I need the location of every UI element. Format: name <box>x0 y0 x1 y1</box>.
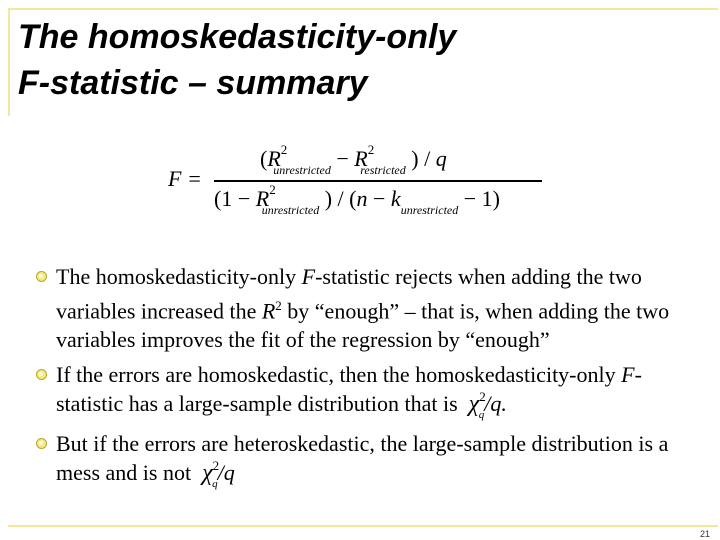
bullet-item-3 <box>34 429 704 492</box>
bullet-dot-icon <box>36 438 47 449</box>
formula-lhs: F = <box>168 166 202 191</box>
den-n: n <box>356 186 368 211</box>
bullet-dot-icon <box>36 271 47 282</box>
num-r-restricted: R <box>354 146 368 171</box>
bullet-2-tail: /q. <box>484 391 507 417</box>
den-minus: − <box>367 186 391 211</box>
bullet-3-chi-sub: q <box>212 478 218 491</box>
num-sub-unrestricted: unrestricted <box>273 163 331 177</box>
bullet-2-f: F <box>621 362 635 388</box>
bullet-1-r: R <box>261 298 276 324</box>
num-minus: − <box>330 146 355 171</box>
bullet-2-chi-sup: 2 <box>479 389 486 405</box>
left-frame-line <box>8 8 10 116</box>
title-line-2: F-statistic – summary <box>18 64 368 102</box>
bullet-1-text-a: The homoskedasticity-only <box>56 264 302 289</box>
den-mid: ) / ( <box>319 186 357 211</box>
slide-title <box>18 14 698 106</box>
num-q: q <box>435 146 447 171</box>
formula-numerator <box>260 142 447 177</box>
bullet-list <box>34 262 704 498</box>
bullet-3-chi-sup: 2 <box>212 458 220 474</box>
num-sub-restricted: restricted <box>360 163 406 177</box>
den-sub-k: unrestricted <box>400 203 459 217</box>
num-open-paren: ( <box>260 146 268 171</box>
bullet-1-f: F <box>301 264 316 289</box>
num-sup-1: 2 <box>280 142 288 157</box>
top-frame-line <box>8 8 718 10</box>
bullet-1-text-c: by “enough” – that is, when adding the two variables improves the fit of the regression by “enough” <box>56 298 670 353</box>
bullet-3-tail: /q <box>217 460 235 486</box>
den-tail: − 1) <box>458 186 500 211</box>
bullet-3-text-a: But if the errors are heteroskedastic, the large-sample distribution is a mess and is not <box>56 431 669 486</box>
bullet-item-2 <box>34 360 704 423</box>
den-sub-unrestricted: unrestricted <box>261 203 320 217</box>
den-sup: 2 <box>269 182 276 197</box>
den-open: (1 − <box>214 186 256 211</box>
formula-denominator <box>214 182 500 217</box>
bullet-dot-icon <box>36 369 47 380</box>
den-r: R <box>255 186 270 211</box>
bullet-2-text-a: If the errors are homoskedastic, then the homoskedasticity-only <box>56 362 622 388</box>
f-statistic-formula <box>168 140 568 220</box>
bullet-1-sup: 2 <box>275 298 282 313</box>
bullet-item-1 <box>34 262 704 354</box>
page-number: 21 <box>700 529 711 539</box>
title-line-1: The homoskedasticity-only <box>18 18 457 56</box>
bullet-2-chi-sub: q <box>478 409 485 422</box>
den-k: k <box>390 186 401 211</box>
bullet-1-text-b: -statistic rejects when adding the two variables increased the <box>56 264 642 324</box>
fraction-bar <box>214 180 542 182</box>
bottom-frame-line <box>8 525 718 527</box>
bullet-2-chi: χ <box>468 391 480 418</box>
bullet-2-text-b: -statistic has a large-sample distribution that is <box>56 362 642 417</box>
num-sup-2: 2 <box>367 142 375 157</box>
num-r-unrestricted: R <box>267 146 281 171</box>
bullet-3-chi: χ <box>202 460 213 487</box>
num-close: ) / <box>405 146 436 171</box>
